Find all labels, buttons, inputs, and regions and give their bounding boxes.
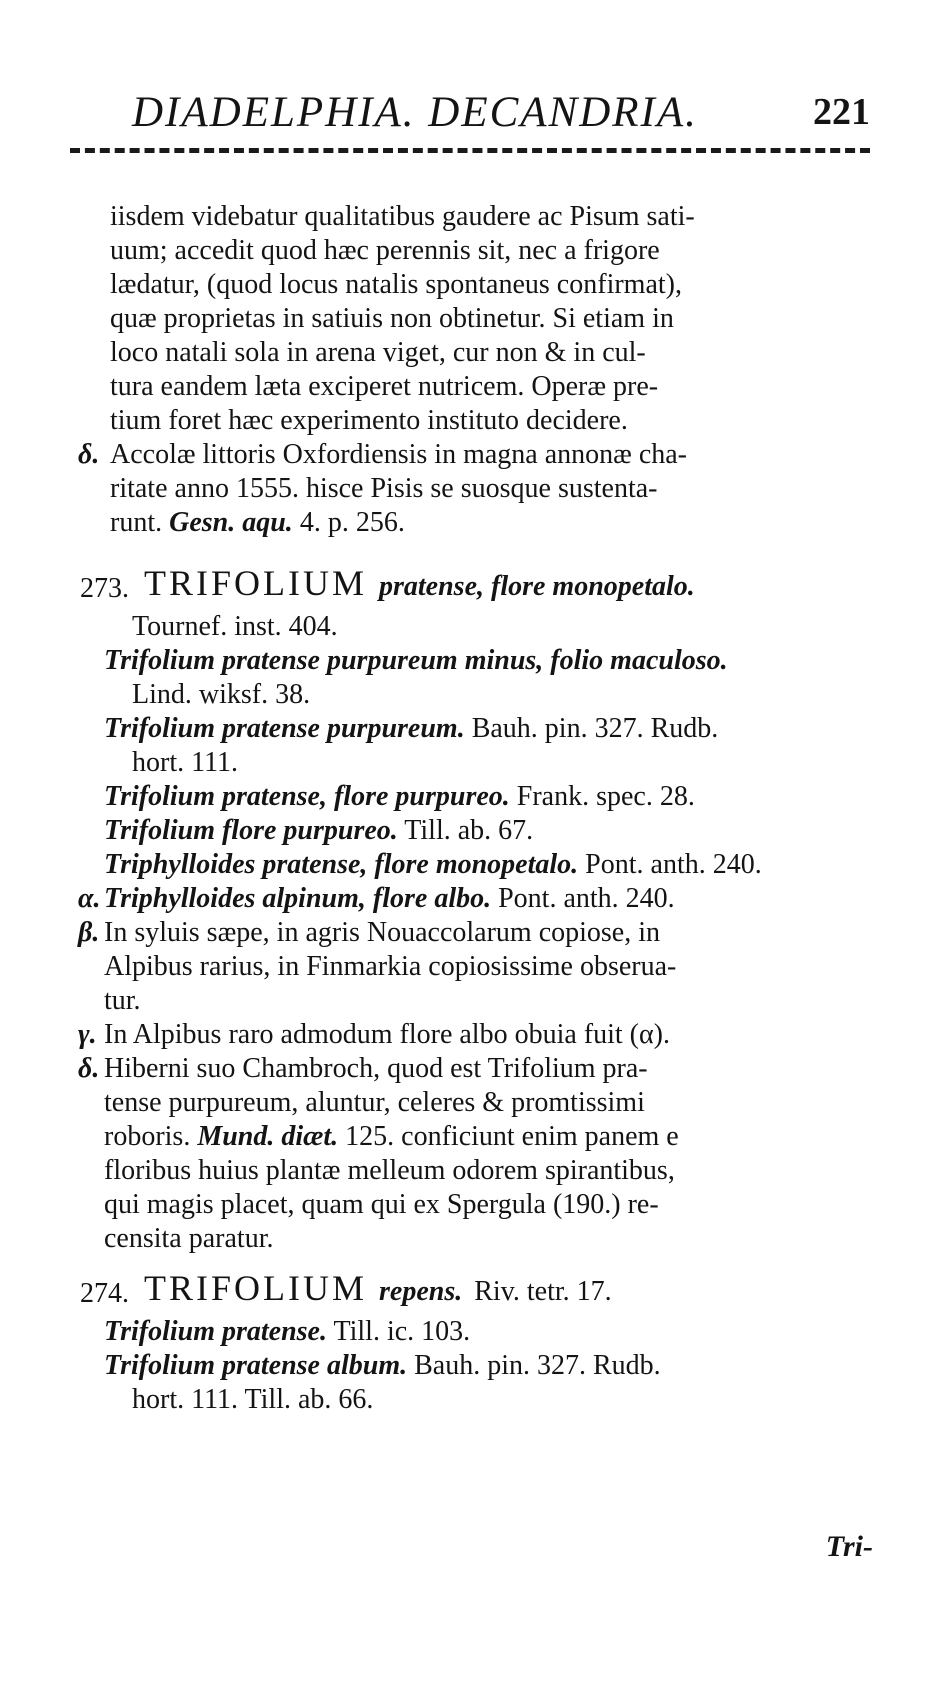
text-line: ritate anno 1555. hisce Pisis se suosque sustenta- [110, 473, 658, 504]
synonym-italic: Trifolium pratense album. [104, 1350, 408, 1381]
text-line: In syluis sæpe, in agris Nouaccolarum copiose, in [104, 917, 661, 948]
entry-274 [80, 1268, 875, 1417]
synonym-italic: Trifolium pratense, flore purpureo. [104, 781, 510, 812]
diagnosis: repens. [379, 1276, 463, 1307]
variety-marker: α. [78, 883, 101, 914]
synonym-ref: Pont. anth. 240. [585, 849, 762, 880]
synonym-italic: Trifolium pratense. [104, 1316, 327, 1347]
synonym-ref: hort. 111. [132, 747, 239, 778]
text-line: tense purpureum, aluntur, celeres & promtissimi [104, 1087, 645, 1118]
text-line: tium foret hæc experimento instituto decidere. [110, 405, 628, 436]
synonym-line [104, 1315, 875, 1349]
note-marker: β. [78, 917, 100, 948]
entry-heading [80, 563, 875, 610]
synonym-ref: Lind. wiksf. 38. [132, 679, 311, 710]
note-marker: δ. [78, 1053, 100, 1084]
text-line: Accolæ littoris Oxfordiensis in magna annonæ cha- [110, 439, 687, 470]
synonym-line [104, 1383, 875, 1417]
diagnosis: pratense, flore monopetalo. [379, 571, 695, 602]
note-marker: γ. [78, 1019, 97, 1050]
synonym-line [104, 1349, 875, 1383]
text-line: In Alpibus raro admodum flore albo obuia fuit (α). [104, 1019, 670, 1050]
reference-line: Tournef. inst. 404. [132, 611, 338, 642]
text-line: lædatur, (quod locus natalis spontaneus confirmat), [110, 269, 682, 300]
synonym-ref: Frank. spec. 28. [516, 781, 695, 812]
text-line: Hiberni suo Chambroch, quod est Trifolium pra- [104, 1053, 648, 1084]
synonym-ref: hort. 111. Till. ab. 66. [132, 1384, 374, 1415]
genus-label: TRIFOLIUM [144, 1268, 367, 1308]
text-fragment: 4. p. 256. [299, 507, 405, 538]
synonym-line [104, 644, 875, 678]
catchword: Tri- [825, 1530, 873, 1563]
synonym-italic: Trifolium flore purpureo. [104, 815, 398, 846]
note-beta [80, 916, 875, 1018]
variety-italic: Triphylloides alpinum, flore albo. [104, 883, 492, 914]
continuation-text [78, 200, 875, 540]
genus-name [144, 563, 695, 604]
synonym-line [104, 814, 875, 848]
text-line: floribus huius plantæ melleum odorem spirantibus, [104, 1155, 675, 1186]
synonym-ref: Till. ic. 103. [333, 1316, 471, 1347]
synonym-italic: Triphylloides pratense, flore monopetalo. [104, 849, 579, 880]
synonym-italic: Trifolium pratense purpureum minus, folio maculoso. [104, 645, 728, 676]
note-marker: δ. [78, 439, 100, 470]
synonym-line [104, 780, 875, 814]
text-line [110, 506, 875, 540]
synonym-ref: Bauh. pin. 327. Rudb. [414, 1350, 661, 1381]
synonym-line [104, 712, 875, 746]
genus-name [144, 1268, 612, 1309]
note-delta [80, 1052, 875, 1256]
text-line: tur. [104, 985, 141, 1016]
text-line: loco natali sola in arena viget, cur non & in cul- [110, 337, 646, 368]
synonym-italic: Trifolium pratense purpureum. [104, 713, 465, 744]
entry-number: 273. [80, 573, 129, 604]
variety-alpha [80, 882, 875, 916]
text-fragment: runt. [110, 507, 163, 538]
citation: Mund. diæt. [197, 1121, 339, 1152]
text-line [104, 1120, 875, 1154]
synonym-line [104, 746, 875, 780]
text-line: Alpibus rarius, in Finmarkia copiosissime obserua- [104, 951, 677, 982]
variety-ref: Pont. anth. 240. [498, 883, 675, 914]
note-delta [78, 438, 875, 540]
synonym-line [104, 848, 875, 882]
text-line: quæ proprietas in satiuis non obtinetur. Si etiam in [110, 303, 674, 334]
synonym-ref: Bauh. pin. 327. Rudb. [471, 713, 719, 744]
text-fragment: roboris. [104, 1121, 191, 1152]
running-title: DIADELPHIA. DECANDRIA. [132, 89, 698, 136]
entry-273 [78, 563, 875, 1256]
text-fragment: 125. conficiunt enim panem e [345, 1121, 679, 1152]
text-line: qui magis placet, quam qui ex Spergula (190.) re- [104, 1189, 659, 1220]
page-number: 221 [813, 91, 870, 133]
note-gamma [80, 1018, 875, 1052]
citation: Gesn. aqu. [169, 507, 293, 538]
reference: Riv. tetr. 17. [474, 1276, 612, 1307]
text-line: tura eandem læta exciperet nutricem. Operæ pre- [110, 371, 659, 402]
text-line: uum; accedit quod hæc perennis sit, nec a frigore [110, 235, 660, 266]
header-rule [70, 148, 870, 153]
page-header [70, 88, 870, 148]
synonym-line [104, 678, 875, 712]
synonym-ref: Till. ab. 67. [404, 815, 534, 846]
entry-heading [80, 1268, 875, 1315]
text-line: iisdem videbatur qualitatibus gaudere ac Pisum sati- [110, 201, 695, 232]
entry-number: 274. [80, 1278, 129, 1309]
genus-label: TRIFOLIUM [144, 563, 367, 603]
text-line: censita paratur. [104, 1223, 274, 1254]
